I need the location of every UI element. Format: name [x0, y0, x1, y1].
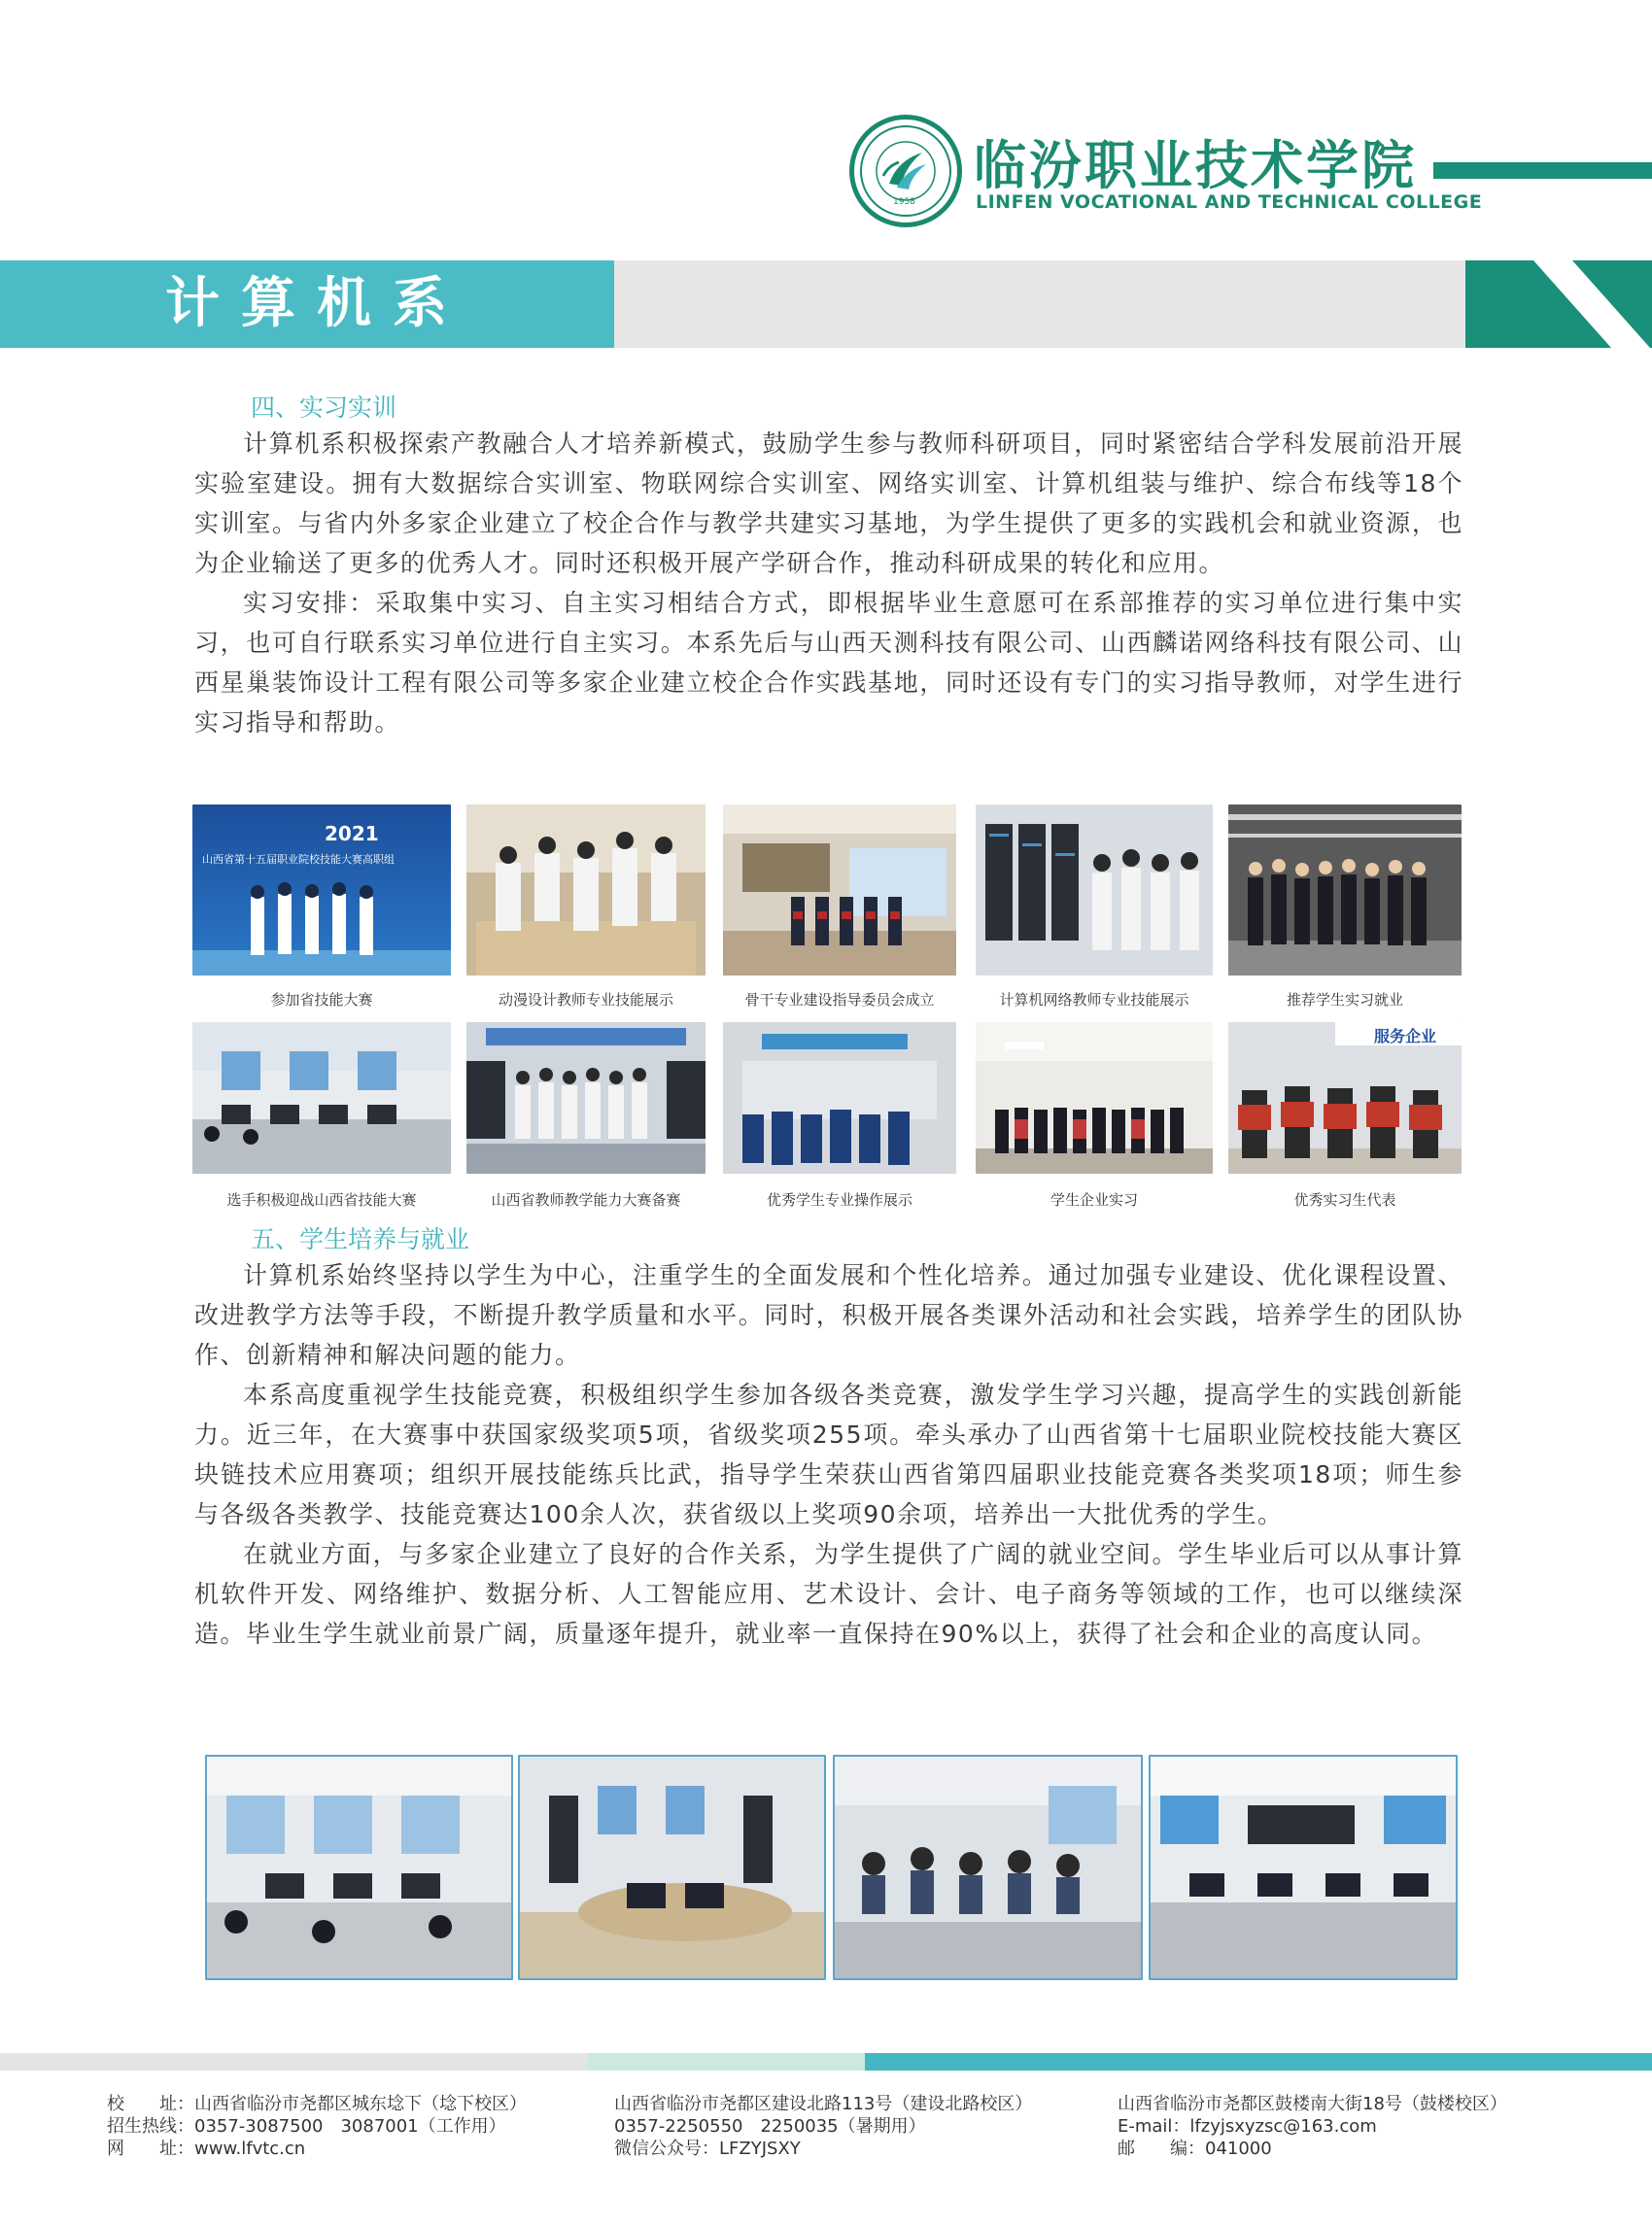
photo-caption: 推荐学生实习就业 [1286, 991, 1403, 1009]
photo-competition-practice [192, 1022, 451, 1174]
school-name-en: LINFEN VOCATIONAL AND TECHNICAL COLLEGE [976, 191, 1483, 213]
photo-caption: 优秀实习生代表 [1293, 1191, 1396, 1209]
photo-caption: 计算机网络教师专业技能展示 [999, 991, 1189, 1009]
paragraph: 计算机系始终坚持以学生为中心，注重学生的全面发展和个性化培养。通过加强专业建设、优化课程设置、改进教学方法等手段，不断提升教学质量和水平。同时，积极开展各类课外活动和社会实践，培养学生的团队协作、创新精神和解决问题的能力。 [194, 1261, 1463, 1369]
photo-inner-sign: 服务企业 [1374, 1027, 1437, 1045]
photo-caption: 动漫设计教师专业技能展示 [498, 991, 673, 1009]
footer-line: 校 址：山西省临汾市尧都区城东埝下（埝下校区） [107, 2094, 527, 2114]
footer-line: 邮 编：041000 [1118, 2139, 1272, 2159]
photo-committee-founding [723, 805, 956, 976]
photo-caption: 山西省教师教学能力大赛备赛 [491, 1191, 681, 1209]
photo-teacher-contest-prep [466, 1022, 706, 1174]
photo-inner-banner-text: 山西省第十五届职业院校技能大赛高职组 [202, 853, 395, 866]
photo-lab-2 [518, 1755, 826, 1980]
photo-skills-competition [192, 805, 451, 976]
photo-lab-3 [833, 1755, 1143, 1980]
school-name-cn: 临汾职业技术学院 [974, 134, 1417, 196]
footer-stripe-accent [588, 2053, 865, 2071]
paragraph: 本系高度重视学生技能竞赛，积极组织学生参加各级各类竞赛，激发学生学习兴趣，提高学生的实践创新能力。近三年，在大赛事中获国家级奖项5项，省级奖项255项。牵头承办了山西省第十七届职业院校技能大赛区块链技术应用赛项；组织开展技能练兵比武，指导学生荣获山西省第四届职业技能竞赛各类奖项18项；师生参与各级各类教学、技能竞赛达100余人次，获省级以上奖项90余项，培养出一大批优秀的学生。 [194, 1381, 1463, 1528]
logo-year: 1958 [893, 197, 915, 207]
photo-student-operation [723, 1022, 956, 1174]
photo-caption: 优秀学生专业操作展示 [766, 1191, 912, 1209]
paragraph: 在就业方面，与多家企业建立了良好的合作关系，为学生提供了广阔的就业空间。学生毕业后可以从事计算机软件开发、网络维护、数据分析、人工智能应用、艺术设计、会计、电子商务等领域的工作，也可以继续深造。毕业生学生就业前景广阔，质量逐年提升，就业率一直保持在90%以上，获得了社会和企业的高度认同。 [194, 1540, 1463, 1648]
section-heading-employment: 五、学生培养与就业 [251, 1225, 470, 1253]
paragraph: 计算机系积极探索产教融合人才培养新模式，鼓励学生参与教师科研项目，同时紧密结合学科发展前沿开展实验室建设。拥有大数据综合实训室、物联网综合实训室、网络实训室、计算机组装与维护、综合布线等18个实训室。与省内外多家企业建立了校企合作与教学共建实习基地，为学生提供了更多的实践机会和就业资源，也为企业输送了更多的优秀人才。同时还积极开展产学研合作，推动科研成果的转化和应用。 [194, 429, 1463, 577]
photo-caption: 选手积极迎战山西省技能大赛 [226, 1191, 417, 1209]
school-logo [849, 115, 962, 227]
footer-campus-column [614, 2093, 1032, 2160]
photo-outstanding-interns [1228, 1022, 1462, 1174]
photo-lab-1 [205, 1755, 513, 1980]
footer-line: 网 址：www.lfvtc.cn [107, 2139, 306, 2159]
footer-address-column [107, 2093, 527, 2160]
section-body-employment [194, 1255, 1463, 1654]
photo-recommend-students [1228, 805, 1462, 976]
banner-corner-decoration [1465, 260, 1652, 348]
photo-inner-year: 2021 [325, 822, 379, 845]
footer-line: 招生热线：0357-3087500 3087001（工作用） [107, 2116, 506, 2137]
header-accent-bar [1433, 162, 1652, 179]
section-heading-internship: 四、实习实训 [251, 394, 397, 422]
photo-caption: 骨干专业建设指导委员会成立 [744, 991, 935, 1009]
department-title: 计算机系 [165, 272, 468, 335]
footer-line: 微信公众号：LFZYJSXY [614, 2139, 801, 2159]
paragraph: 实习安排：采取集中实习、自主实习相结合方式，即根据毕业生意愿可在系部推荐的实习单位进行集中实习，也可自行联系实习单位进行自主实习。本系先后与山西天测科技有限公司、山西麟诺网络科技有限公司、山西星巢装饰设计工程有限公司等多家企业建立校企合作实践基地，同时还设有专门的实习指导教师，对学生进行实习指导和帮助。 [194, 589, 1463, 736]
footer-line: E-mail：lfzyjsxyzsc@163.com [1118, 2116, 1377, 2137]
footer-line: 山西省临汾市尧都区鼓楼南大街18号（鼓楼校区） [1118, 2094, 1507, 2114]
photo-student-enterprise [976, 1022, 1213, 1174]
logo-emblem-icon [854, 120, 957, 223]
photo-caption: 学生企业实习 [1050, 1191, 1138, 1209]
section-body-internship [194, 424, 1463, 742]
footer-contact-column [1118, 2093, 1507, 2160]
photo-lab-4 [1149, 1755, 1458, 1980]
photo-network-teacher [976, 805, 1213, 976]
photo-caption: 参加省技能大赛 [270, 991, 373, 1009]
footer-line: 山西省临汾市尧都区建设北路113号（建设北路校区） [614, 2094, 1033, 2114]
photo-animation-teacher [466, 805, 706, 976]
footer-stripe-teal [865, 2053, 1652, 2071]
footer-line: 0357-2250550 2250035（暑期用） [614, 2116, 926, 2137]
